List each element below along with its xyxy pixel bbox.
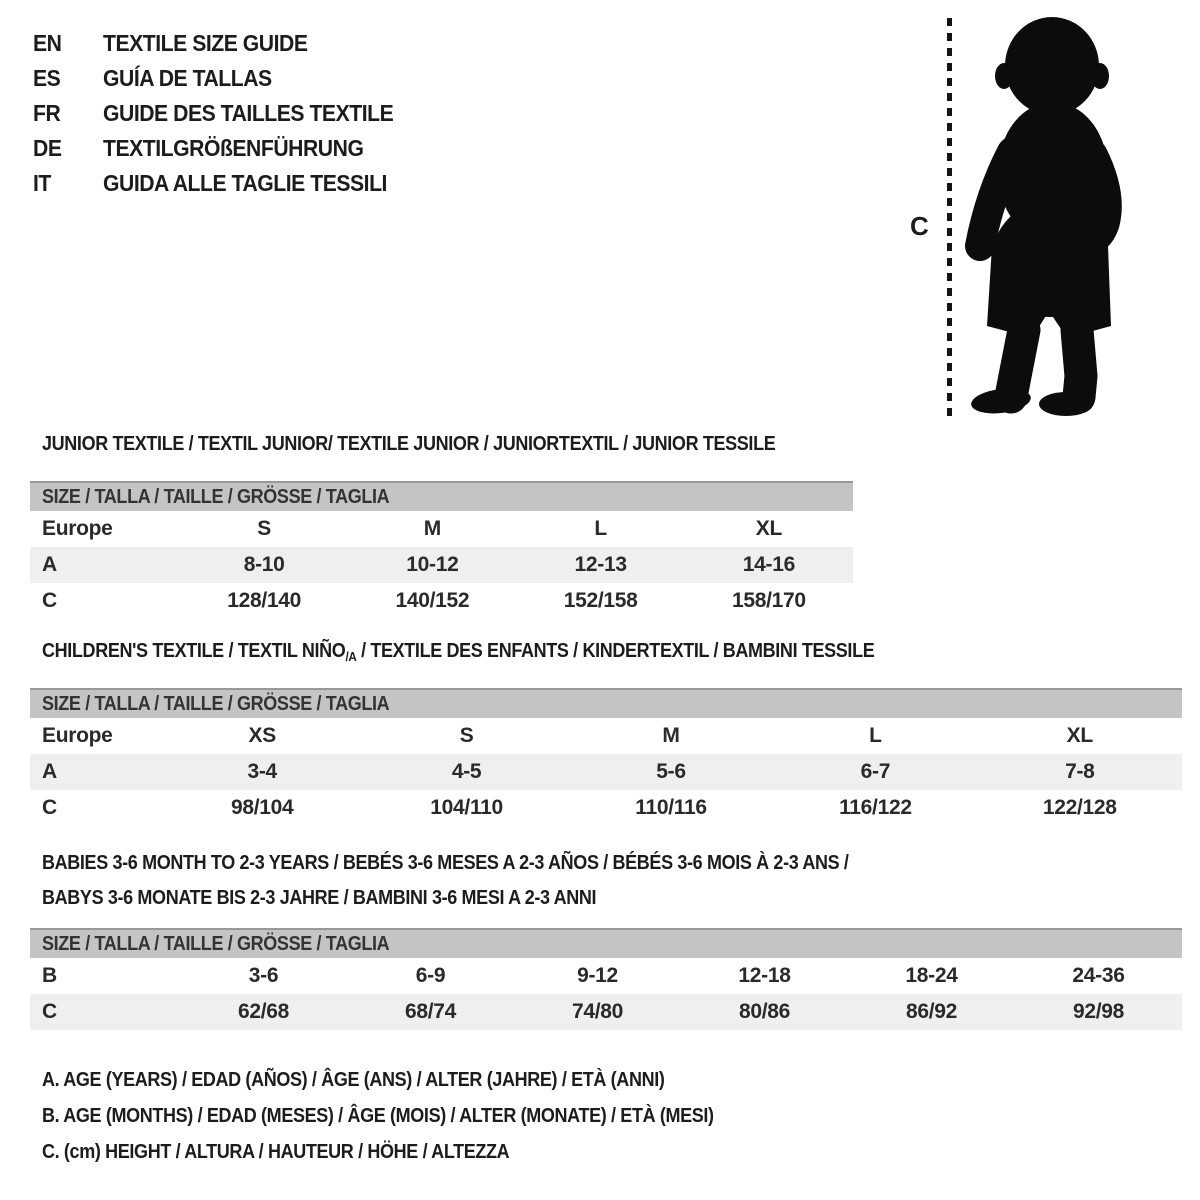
table-row-months <box>30 958 1182 994</box>
row-label-cell: C <box>42 589 57 612</box>
section-title-children: CHILDREN'S TEXTILE / TEXTIL $NIÑO_{/A}$ / TEXTILE DES ENFANTS / KINDERTEXTIL / BAMBINI TESSILE <box>42 640 875 664</box>
row-label-cell: C <box>42 796 57 819</box>
row-label-cell: Europe <box>42 724 113 747</box>
size-value-cell: 24-36 <box>1072 964 1125 987</box>
table-row-height <box>30 994 1182 1030</box>
table-row-europe <box>30 511 853 547</box>
legend-block <box>42 1062 788 1170</box>
table-row-age <box>30 547 853 583</box>
size-value-cell: M <box>423 517 441 540</box>
language-code: ES <box>33 65 61 91</box>
size-value-cell: 12-18 <box>738 964 791 987</box>
toddler-silhouette-icon <box>960 14 1138 416</box>
title-subscript: /A <box>345 649 357 664</box>
size-value-cell: XL <box>755 517 782 540</box>
size-value-cell: XL <box>1066 724 1093 747</box>
size-value-cell: 14-16 <box>742 553 795 576</box>
size-value-cell: S <box>459 724 474 747</box>
size-value-cell: 104/110 <box>430 796 503 819</box>
size-value-cell: 4-5 <box>451 760 482 783</box>
row-label-cell: A <box>42 553 57 576</box>
legend-line-a: A. AGE (YEARS) / EDAD (AÑOS) / ÂGE (ANS) / ALTER (JAHRE) / ETÀ (ANNI) <box>42 1068 665 1091</box>
table-row-age <box>30 754 1182 790</box>
language-code: DE <box>33 135 62 161</box>
size-value-cell: 74/80 <box>571 1000 624 1023</box>
section-title-junior: JUNIOR TEXTILE / TEXTIL JUNIOR/ TEXTILE JUNIOR / JUNIORTEXTIL / JUNIOR TESSILE <box>42 433 776 455</box>
page-title: TEXTILGRÖßENFÜHRUNG <box>103 135 364 161</box>
language-row <box>33 166 419 201</box>
language-code: IT <box>33 170 51 196</box>
page-title: GUÍA DE TALLAS <box>103 65 272 91</box>
page-title: GUIDA ALLE TAGLIE TESSILI <box>103 170 387 196</box>
language-row <box>33 26 419 61</box>
size-value-cell: 9-12 <box>577 964 618 987</box>
size-value-cell: 3-6 <box>248 964 279 987</box>
size-value-cell: 12-13 <box>574 553 627 576</box>
size-value-cell: 6-9 <box>415 964 446 987</box>
size-value-cell: 18-24 <box>905 964 958 987</box>
size-value-cell: 92/98 <box>1072 1000 1125 1023</box>
junior-size-table <box>30 511 853 619</box>
row-label-cell: B <box>42 964 57 987</box>
size-header-bar: SIZE / TALLA / TAILLE / GRÖSSE / TAGLIA <box>30 928 1182 958</box>
size-value-cell: 3-4 <box>247 760 277 783</box>
row-label-cell: C <box>42 1000 57 1023</box>
page-title: TEXTILE SIZE GUIDE <box>103 30 308 56</box>
size-value-cell: 128/140 <box>227 589 302 612</box>
size-value-cell: 68/74 <box>404 1000 457 1023</box>
size-value-cell: 122/128 <box>1042 796 1117 819</box>
size-value-cell: 8-10 <box>243 553 285 576</box>
size-value-cell: M <box>662 724 680 747</box>
table-row-europe <box>30 718 1182 754</box>
size-value-cell: 80/86 <box>738 1000 791 1023</box>
size-value-cell: 116/122 <box>839 796 912 819</box>
size-value-cell: 140/152 <box>395 589 470 612</box>
size-value-cell: 10-12 <box>406 553 459 576</box>
size-value-cell: 152/158 <box>563 589 638 612</box>
language-code: EN <box>33 30 62 56</box>
size-value-cell: 7-8 <box>1065 760 1095 783</box>
size-value-cell: 86/92 <box>905 1000 958 1023</box>
size-value-cell: 98/104 <box>230 796 294 819</box>
legend-line-c: C. (cm) HEIGHT / ALTURA / HAUTEUR / HÖHE / ALTEZZA <box>42 1140 510 1163</box>
size-value-cell: 62/68 <box>237 1000 290 1023</box>
row-label-cell: Europe <box>42 517 113 540</box>
language-row <box>33 131 419 166</box>
language-code: FR <box>33 100 61 126</box>
language-row <box>33 96 419 131</box>
size-value-cell: 5-6 <box>656 760 686 783</box>
size-header-bar: SIZE / TALLA / TAILLE / GRÖSSE / TAGLIA <box>30 688 1182 718</box>
size-value-cell: XS <box>248 724 276 747</box>
measure-label-c: C <box>910 211 929 241</box>
table-row-height <box>30 583 853 619</box>
dashed-measure-line-icon <box>947 18 952 416</box>
language-title-block <box>33 26 419 201</box>
section-title-babies: BABIES 3-6 MONTH TO 2-3 YEARS / BEBÉS 3-6 MESES A 2-3 AÑOS / BÉBÉS 3-6 MOIS À 2-3 ANS / BABYS 3-6 MONATE BIS 2-3 JAHRE / BAMBINI 3-6 MESI A 2-3 ANNI <box>42 852 849 909</box>
size-value-cell: 158/170 <box>731 589 806 612</box>
size-value-cell: L <box>594 517 607 540</box>
row-label-cell: A <box>42 760 57 783</box>
size-header-bar: SIZE / TALLA / TAILLE / GRÖSSE / TAGLIA <box>30 481 853 511</box>
size-value-cell: L <box>869 724 882 747</box>
size-value-cell: 6-7 <box>860 760 891 783</box>
language-row <box>33 61 419 96</box>
legend-line-b: B. AGE (MONTHS) / EDAD (MESES) / ÂGE (MOIS) / ALTER (MONATE) / ETÀ (MESI) <box>42 1104 714 1127</box>
size-value-cell: S <box>257 517 271 540</box>
page-title: GUIDE DES TAILLES TEXTILE <box>103 100 394 126</box>
size-value-cell: 110/116 <box>635 796 707 819</box>
babies-size-table <box>30 958 1182 1030</box>
children-size-table <box>30 718 1182 826</box>
table-row-height <box>30 790 1182 826</box>
